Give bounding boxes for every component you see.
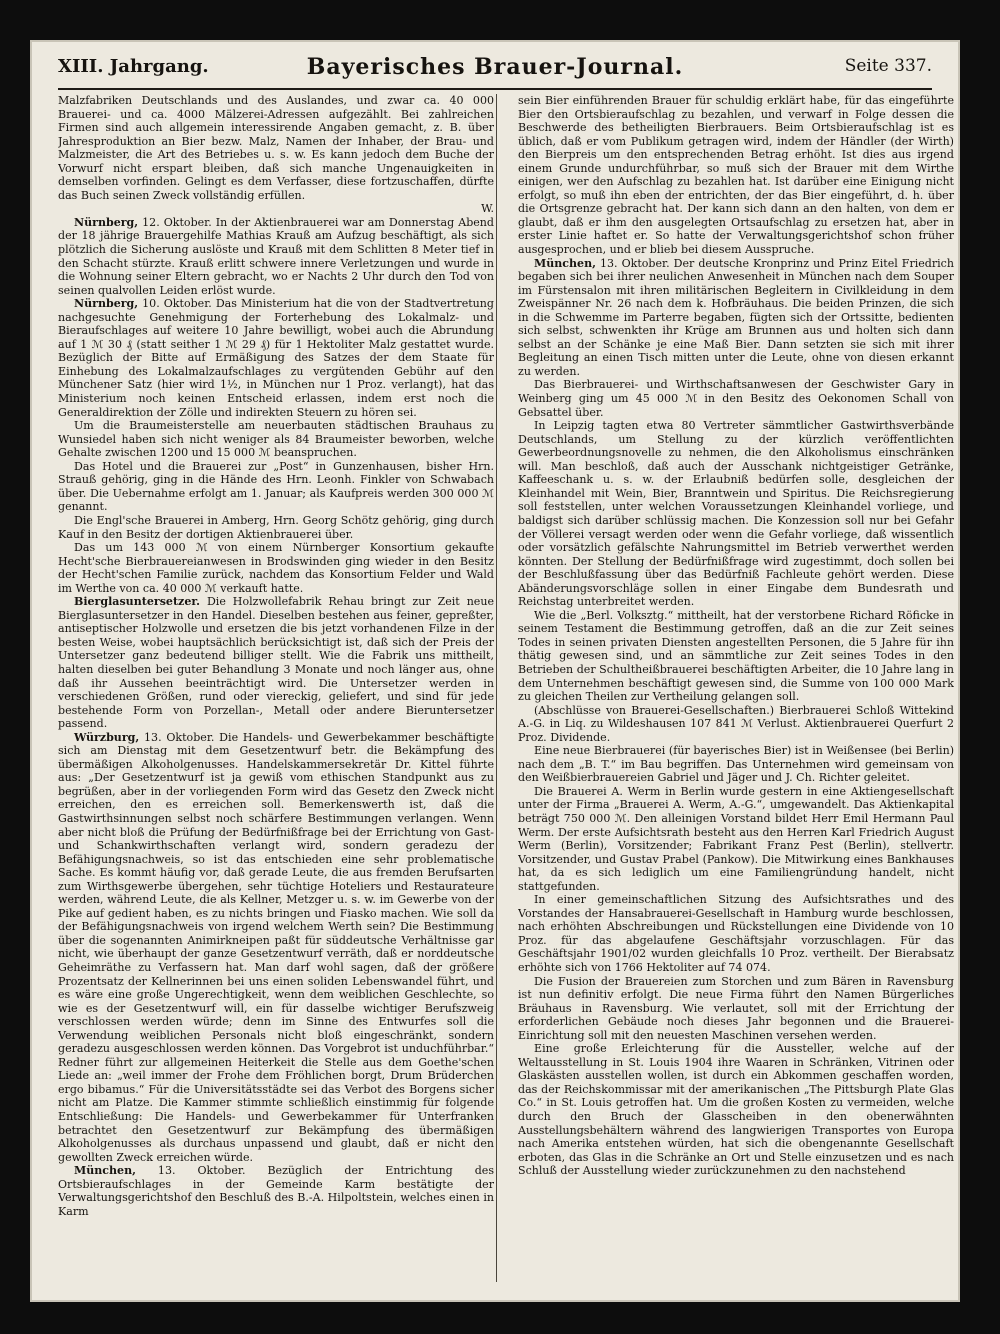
article-paragraph: Eine große Erleichterung für die Aussteller, welche auf der Weltausstellung in St. Louis 1904 ihre Waaren in Schränken, Vitrinen oder Glaskästen ausstellen wollen, ist durch ein Abkommen geschaffen worden, das der Reichskommissar mit der amerikanischen „The Pittsburgh Plate Glas Co.“ in St. Louis getroffen hat. Um die großen Kosten zu vermeiden, welche durch den Bruch der Glasscheiben in den obenerwähnten Ausstellungsbehältern während des langwierigen Transportes von Europa nach Amerika entstehen würden, hat sich die obengenannte Gesellschaft erboten, das Glas in die Schränke an Ort und Stelle einzusetzen und es nach Schluß der Ausstellung wieder zurückzunehmen zu den nachstehend bbox=[518, 1042, 954, 1178]
article-paragraph: Wie die „Berl. Volksztg.“ mittheilt, hat der verstorbene Richard Röficke in seinem Testament die Bestimmung getroffen, daß an die zur Zeit seines Todes in seinen privaten Diensten angestellten Personen, die 5 Jahre für ihn thätig gewesen sind, und an sämmtliche zur Zeit seines Todes in den Betrieben der Schultheißbrauerei beschäftigten Arbeiter, die 10 Jahre lang in dem Unternehmen beschäftigt gewesen sind, die Summe von 100 000 Mark zu gleichen Theilen zur Vertheilung gelangen soll. bbox=[518, 608, 954, 704]
page-number: Seite 337. bbox=[844, 56, 932, 76]
article-paragraph: Die Brauerei A. Werm in Berlin wurde gestern in eine Aktiengesellschaft unter der Firma „Brauerei A. Werm, A.-G.“, umgewandelt. Das Aktienkapital beträgt 750 000 ℳ. Den alleinigen Vorstand bildet Herr Emil Hermann Paul Werm. Der erste Aufsichtsrath besteht aus den Herren Karl Friedrich August Werm (Berlin), Vorsitzender; Fabrikant Franz Pest (Berlin), stellvertr. Vorsitzender, und Gustav Prabel (Pankow). Die Mitwirkung eines Bankhauses hat, da es sich lediglich um eine Familiengründung handelt, nicht stattgefunden. bbox=[518, 784, 954, 893]
column-right bbox=[518, 94, 954, 1282]
volume-label: XIII. Jahrgang. bbox=[58, 56, 209, 77]
article-text: Die Holzwollefabrik Rehau bringt zur Zeit neue Bierglasuntersetzer in den Handel. Dieselben bestehen aus feiner, gepreßter, antiseptischer Holzwolle und ersetzen die bis jetzt vorhandenen Filze in der besten Weise, wobei hauptsächlich berücksichtigt ist, daß sich der Preis der Untersetzer ganz bedeutend billiger stellt. Wie die Fabrik uns mittheilt, halten dieselben bei guter Behandlung 3 Monate und noch länger aus, ohne daß ihr Aussehen beeinträchtigt wird. Die Untersetzer werden in verschiedenen Größen, rund oder viereckig, geliefert, und sind für jede bestehende Form von Porzellan-, Metall oder andere Bieruntersetzer passend. bbox=[58, 595, 494, 731]
article-paragraph bbox=[58, 297, 494, 419]
article-paragraph: Die Fusion der Brauereien zum Storchen und zum Bären in Ravensburg ist nun definitiv erfolgt. Die neue Firma führt den Namen Bürgerliches Bräuhaus in Ravensburg. Wie verlautet, soll mit der Errichtung der erforderlichen Gebäude noch dieses Jahr begonnen und die Brauerei-Einrichtung soll mit den neuesten Maschinen versehen werden. bbox=[518, 974, 954, 1042]
article-paragraph: Um die Braumeisterstelle am neuerbauten städtischen Brauhaus zu Wunsiedel haben sich nicht weniger als 84 Braumeister beworben, welche Gehalte zwischen 1200 und 15 000 ℳ beanspruchen. bbox=[58, 419, 494, 460]
column-left bbox=[58, 94, 494, 1282]
article-paragraph: In einer gemeinschaftlichen Sitzung des Aufsichtsrathes und des Vorstandes der Hansabrauerei-Gesellschaft in Hamburg wurde beschlossen, nach erhöhten Abschreibungen und Rückstellungen eine Dividende von 10 Proz. für das abgelaufene Geschäftsjahr vorzuschlagen. Für das Geschäftsjahr 1901/02 wurden gleichfalls 10 Proz. vertheilt. Der Bierabsatz erhöhte sich von 1766 Hektoliter auf 74 074. bbox=[518, 893, 954, 974]
article-text: 13. Oktober. Bezüglich der Entrichtung des Ortsbieraufschlages in der Gemeinde Karm bestätigte der Verwaltungsgerichtshof den Beschluß des B.-A. Hilpoltstein, welches einen in Karm bbox=[58, 1164, 494, 1218]
article-paragraph bbox=[58, 731, 494, 1165]
dateline: München, bbox=[74, 1164, 136, 1178]
article-text: 13. Oktober. Der deutsche Kronprinz und Prinz Eitel Friedrich begaben sich bei ihrer neulichen Anwesenheit in München nach dem Souper im Fürstensalon mit ihren militärischen Begleitern in Civilkleidung in dem Zweispänner Nr. 26 nach dem k. Hofbräuhaus. Die beiden Prinzen, die sich in die Schwemme im Parterre begaben, fügten sich der Ortssitte, bedienten sich selbst, schwenkten ihr Krüge am Brunnen aus und holten sich dann selbst an der Schänke je eine Maß Bier. Dann setzten sie sich mit ihrer Begleitung an einen Tisch mitten unter die Leute, ohne von diesen erkannt zu werden. bbox=[518, 256, 954, 378]
article-paragraph: In Leipzig tagten etwa 80 Vertreter sämmtlicher Gastwirthsverbände Deutschlands, um Stellung zu der kürzlich veröffentlichten Gewerbeordnungsnovelle zu nehmen, die den Alkoholismus einschränken will. Man beschloß, daß auch der Ausschank nichtgeistiger Getränke, Kaffeeschank u. s. w. der Erlaubniß bedürfen solle, desgleichen der Kleinhandel mit Wein, Bier, Branntwein und Spiritus. Die Reichsregierung soll feststellen, unter welchen Voraussetzungen Kleinhandel vorliege, und baldigst sich darüber schlüssig machen. Die Konzession soll nur bei Gefahr der Völlerei versagt werden oder wenn die Gefahr vorliege, daß wissentlich oder vorsätzlich gefälschte Nahrungsmittel im Betrieb verwerthet werden könnten. Der Stellung der Bedürfnißfrage wird zugestimmt, doch sollen bei der Beschlußfassung über das Bedürfniß Fachleute gehört werden. Diese Abänderungsvorschläge sollen in einer Eingabe dem Bundesrath und Reichstag unterbreitet werden. bbox=[518, 419, 954, 609]
page-header bbox=[58, 54, 932, 90]
article-paragraph: (Abschlüsse von Brauerei-Gesellschaften.) Bierbrauerei Schloß Wittekind A.-G. in Liq. zu Wildeshausen 107 841 ℳ Verlust. Aktienbrauerei Querfurt 2 Proz. Dividende. bbox=[518, 703, 954, 744]
article-paragraph: Das Bierbrauerei- und Wirthschaftsanwesen der Geschwister Gary in Weinberg ging um 45 000 ℳ in den Besitz des Oekonomen Schall von Gebsattel über. bbox=[518, 378, 954, 419]
article-paragraph: Das Hotel und die Brauerei zur „Post“ in Gunzenhausen, bisher Hrn. Strauß gehörig, ging in die Hände des Hrn. Leonh. Finkler von Schwabach über. Die Uebernahme erfolgt am 1. Januar; als Kaufpreis werden 300 000 ℳ genannt. bbox=[58, 459, 494, 514]
article-paragraph: Malzfabriken Deutschlands und des Auslandes, und zwar ca. 40 000 Brauerei- und ca. 4000 Mälzerei-Adressen aufgezählt. Bei zahlreichen Firmen sind auch allgemein interessirende Angaben gemacht, z. B. über Jahresproduktion an Bier bezw. Malz, Namen der Inhaber, der Brau- und Malzmeister, die Art des Betriebes u. s. w. Es kann jedoch dem Buche der Vorwurf nicht erspart bleiben, daß sich manche Ungenauigkeiten in demselben vorfinden. Gelingt es dem Verfasser, diese fortzuschaffen, dürfte das Buch seinen Zweck vollständig erfüllen. bbox=[58, 94, 494, 202]
article-paragraph: Die Engl'sche Brauerei in Amberg, Hrn. Georg Schötz gehörig, ging durch Kauf in den Besitz der dortigen Aktienbrauerei über. bbox=[58, 513, 494, 541]
article-paragraph: Eine neue Bierbrauerei (für bayerisches Bier) ist in Weißensee (bei Berlin) nach dem „B. T.“ im Bau begriffen. Das Unternehmen wird gemeinsam von den Weißbierbrauereien Gabriel und Jäger und J. Ch. Richter geleitet. bbox=[518, 744, 954, 785]
article-paragraph: sein Bier einführenden Brauer für schuldig erklärt habe, für das eingeführte Bier den Ortsbieraufschlag zu bezahlen, und verwarf in Folge dessen die Beschwerde des betheiligten Bierbrauers. Beim Ortsbieraufschlag ist es üblich, daß er vom Publikum getragen wird, indem der Händler (der Wirth) den Bierpreis um den entsprechenden Betrag erhöht. Ist dies aus irgend einem Grunde undurchführbar, so muß sich der Brauer mit dem Wirthe einigen, wer den Aufschlag zu bezahlen hat. Ist darüber eine Einigung nicht erfolgt, so muß ihn eben der entrichten, der das Bier eingeführt, d. h. über die Ortsgrenze gebracht hat. Der kann sich dann an den halten, von dem er glaubt, daß er ihm den ausgelegten Ortsaufschlag zu ersetzen hat, aber in erster Linie haftet er. So hatte der Verwaltungsgerichtshof schon früher ausgesprochen, und er blieb bei diesem Ausspruche. bbox=[518, 94, 954, 257]
article-paragraph bbox=[58, 595, 494, 730]
dateline: Bierglasuntersetzer. bbox=[74, 595, 200, 609]
article-paragraph bbox=[58, 216, 494, 297]
dateline: Würzburg, bbox=[74, 730, 140, 744]
article-paragraph bbox=[518, 257, 954, 379]
journal-title: Bayerisches Brauer-Journal. bbox=[306, 54, 684, 80]
dateline: München, bbox=[534, 256, 596, 270]
dateline: Nürnberg, bbox=[74, 297, 139, 311]
article-text: 13. Oktober. Die Handels- und Gewerbekammer beschäftigte sich am Dienstag mit dem Gesetzentwurf betr. die Bekämpfung des übermäßigen Alkoholgenusses. Handelskammersekretär Dr. Kittel führte aus: „Der Gesetzentwurf ist ja gewiß vom ethischen Standpunkt aus zu begrüßen, aber in der vorliegenden Form wird das Gesetz den Zweck nicht erreichen, den es erreichen soll. Bemerkenswerth ist, daß die Gastwirthsinnungen selbst noch schärfere Bestimmungen verlangen. Wenn aber nicht bloß die Prüfung der Bedürfnißfrage bei der Errichtung von Gast- und Schankwirthschaften verlangt wird, sondern geradezu der Befähigungsnachweis, so ist das entschieden eine sehr problematische Sache. Es kommt häufig vor, daß gerade Leute, die aus fremden Berufsarten zum Wirthsgewerbe übergehen, sehr tüchtige Hoteliers und Restaurateure werden, während Leute, die als Kellner, Metzger u. s. w. im Gewerbe von der Pike auf gedient haben, es zu nichts bringen und Fiasko machen. Wie soll da der Befähigungsnachweis von irgend welchem Werth sein? Die Bestimmung über die sogenannten Animirkneipen paßt für süddeutsche Verhältnisse gar nicht, wie überhaupt der ganze Gesetzentwurf verräth, daß er norddeutsche Geheimräthe zu Verfassern hat. Man darf wohl sagen, daß der größere Prozentsatz der Kellnerinnen bei uns einen soliden Lebenswandel führt, und es wäre eine große Ungerechtigkeit, wenn dem weiblichen Geschlechte, so wie es der Gesetzentwurf will, ein für dasselbe wichtiger Berufszweig verschlossen werden würde; denn im Sinne des Entwurfes soll die Verwendung weiblichen Personals nicht bloß eingeschränkt, sondern geradezu ausgeschlossen werden können. Das Vorgebrot ist unduchführbar.“ Redner führt zur allgemeinen Heiterkeit die Stelle aus dem Goethe'schen Liede an: „weil immer der Frohe dem Fröhlichen borgt, Drum Brüderchen ergo bibamus.“ Für die Universitätsstädte sei das Verbot des Borgens sicher nicht am Platze. Die Kammer stimmte schließlich einstimmig für folgende Entschließung: Die Handels- und Gewerbekammer für Unterfranken betrachtet den Gesetzentwurf zur Bekämpfung des übermäßigen Alkoholgenusses als durchaus unpassend und glaubt, daß er nicht den gewollten Zweck erreichen würde. bbox=[58, 730, 494, 1164]
article-paragraph: Das um 143 000 ℳ von einem Nürnberger Konsortium gekaufte Hecht'sche Bierbrauereianwesen in Brodswinden ging wieder in den Besitz der Hecht'schen Familie zurück, nachdem das Konsortium Felder und Wald im Werthe von ca. 40 000 ℳ verkauft hatte. bbox=[58, 541, 494, 595]
newspaper-page bbox=[30, 40, 960, 1302]
dateline: Nürnberg, bbox=[74, 215, 139, 229]
article-text: 12. Oktober. In der Aktienbrauerei war am Donnerstag Abend der 18 jährige Brauergehilfe Mathias Krauß am Aufzug beschäftigt, als sich plötzlich die Sicherung auslöste und Krauß mit dem Schlitten 8 Meter tief in den Schacht stürzte. Krauß erlitt schwere innere Verletzungen und wurde in die Wohnung seiner Eltern gebracht, wo er Nachts 2 Uhr durch den Tod von seinen qualvollen Leiden erlöst wurde. bbox=[58, 215, 494, 297]
article-signature: W. bbox=[481, 202, 494, 216]
article-text: 10. Oktober. Das Ministerium hat die von der Stadtvertretung nachgesuchte Genehmigung der Forterhebung des Lokalmalz- und Bieraufschlages auf weitere 10 Jahre bewilligt, wobei auch die Abrundung auf 1 ℳ 30 ₰ (statt seither 1 ℳ 29 ₰) für 1 Hektoliter Malz gestattet wurde. Bezüglich der Bitte auf Ermäßigung des Satzes der dem Staate für Einhebung des Lokalmalzaufschlages zu vergütenden Gebühr auf den Münchener Satz (hier wird 1½, in München nur 1 Proz. verlangt), hat das Ministerium noch keinen Entscheid erlassen, indem erst noch die Generaldirektion der Zölle und indirekten Steuern zu hören sei. bbox=[58, 297, 494, 419]
article-paragraph bbox=[58, 1164, 494, 1218]
column-divider bbox=[496, 94, 497, 1282]
